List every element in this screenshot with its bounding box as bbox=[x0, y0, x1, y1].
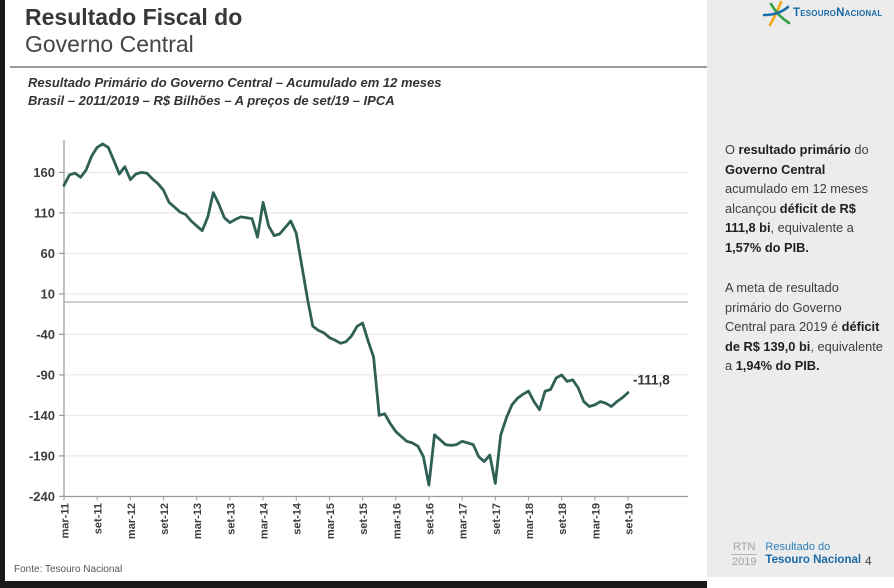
subtitle-line-1: Resultado Primário do Governo Central – Acumulado em 12 meses bbox=[28, 75, 442, 90]
x-tick-label: set-17 bbox=[490, 503, 503, 535]
y-tick-label: -40 bbox=[36, 326, 55, 342]
y-tick-label: 110 bbox=[34, 205, 55, 221]
y-tick-label: 60 bbox=[40, 245, 55, 261]
x-tick-label: mar-14 bbox=[258, 503, 271, 540]
x-tick-label: mar-12 bbox=[125, 503, 138, 540]
y-tick-label: -140 bbox=[28, 407, 55, 423]
x-tick-label: set-16 bbox=[424, 503, 437, 535]
tesouro-nacional-logo bbox=[762, 1, 794, 27]
x-tick-label: mar-15 bbox=[324, 503, 337, 540]
sidebar-paragraph: O resultado primário do Governo Central acumulado em 12 meses alcançou déficit de R$ 111,8 bi, equivalente a 1,57% do PIB. bbox=[725, 142, 869, 255]
y-tick-label: 10 bbox=[40, 286, 55, 302]
x-tick-label: set-14 bbox=[291, 503, 304, 535]
primary-result-series bbox=[64, 144, 628, 485]
y-tick-label: 160 bbox=[33, 164, 55, 180]
x-tick-label: set-18 bbox=[557, 503, 570, 535]
report-name: Resultado do Tesouro Nacional bbox=[765, 541, 862, 566]
last-point-label: -111,8 bbox=[633, 372, 670, 388]
rtn-year: 2019 bbox=[731, 556, 757, 568]
sidebar-panel bbox=[707, 0, 894, 577]
slide-content-area bbox=[5, 0, 707, 581]
commentary-text bbox=[725, 140, 883, 397]
x-tick-label: set-15 bbox=[358, 503, 371, 535]
title-line-1: Resultado Fiscal do bbox=[25, 4, 243, 30]
footer-badge bbox=[731, 541, 861, 568]
x-tick-label: set-11 bbox=[92, 503, 105, 535]
x-tick-label: mar-17 bbox=[457, 503, 470, 540]
y-tick-label: -240 bbox=[28, 488, 55, 504]
x-tick-label: mar-11 bbox=[59, 503, 72, 539]
x-tick-label: mar-13 bbox=[192, 503, 205, 540]
x-tick-label: mar-16 bbox=[391, 503, 404, 540]
source-note: Fonte: Tesouro Nacional bbox=[14, 564, 123, 575]
sidebar-paragraph: A meta de resultado primário do Governo Central para 2019 é déficit de R$ 139,0 bi, equivalente a 1,94% do PIB. bbox=[725, 280, 883, 373]
slide-bottom-accent-bar bbox=[0, 581, 707, 588]
x-tick-label: set-13 bbox=[225, 503, 238, 535]
x-tick-label: set-12 bbox=[159, 503, 172, 535]
rtn-label: RTN bbox=[733, 541, 756, 553]
rtn-year-badge bbox=[731, 541, 757, 568]
x-tick-label: mar-18 bbox=[523, 503, 536, 540]
title-line-2: Governo Central bbox=[25, 31, 194, 57]
x-tick-label: set-19 bbox=[623, 503, 636, 535]
logo-wordmark: TesouroNacional bbox=[793, 7, 883, 19]
subtitle-line-2: Brasil – 2011/2019 – R$ Bilhões – A preços de set/19 – IPCA bbox=[28, 93, 395, 108]
page-number: 4 bbox=[865, 554, 872, 568]
x-tick-label: mar-19 bbox=[590, 503, 603, 540]
y-tick-label: -90 bbox=[36, 367, 55, 383]
treasury-star-icon bbox=[762, 1, 794, 27]
y-tick-label: -190 bbox=[28, 448, 55, 464]
